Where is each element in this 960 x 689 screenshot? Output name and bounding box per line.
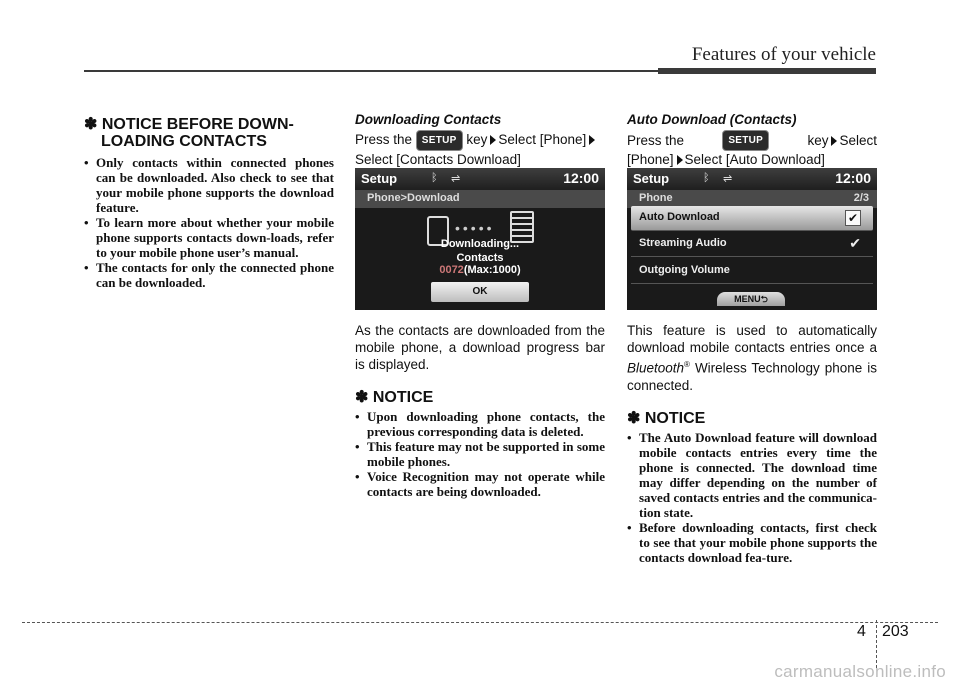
list-item: • The contacts for only the connected phone can be downloaded. — [84, 260, 334, 290]
bluetooth-icon: ᛒ — [703, 172, 710, 184]
usb-icon: ⇌ — [451, 173, 461, 185]
instruction: Press the SETUP key Select [Phone] Select [Contacts Download] — [355, 130, 605, 168]
notice-heading: ✽ NOTICE BEFORE DOWN- LOADING CONTACTS — [84, 116, 294, 150]
arrow-right-icon — [490, 135, 496, 145]
progress-dots-icon: ••••• — [455, 220, 495, 236]
check-icon[interactable]: ✔ — [849, 235, 861, 251]
screen-title: Setup — [633, 171, 670, 186]
notice-list — [84, 155, 334, 290]
screen-title: Setup — [361, 171, 398, 186]
menu-row-outgoing-volume[interactable]: Outgoing Volume — [631, 259, 873, 284]
list-item: • Before downloading contacts, first check to see that your mobile phone supports the contacts download fea-ture. — [627, 520, 877, 565]
column-downloading-contacts — [355, 112, 605, 168]
screen-time: 12:00 — [835, 170, 871, 186]
download-count: 0072(Max:1000) — [439, 264, 521, 276]
list-item: • Upon downloading phone contacts, the previous corresponding data is deleted. — [355, 409, 605, 439]
header-rule-accent — [658, 68, 876, 74]
section-number: 4 — [857, 623, 866, 640]
download-status: Downloading... — [440, 238, 520, 250]
arrow-right-icon — [589, 135, 595, 145]
notice-list — [627, 430, 877, 565]
arrow-right-icon — [677, 155, 683, 165]
menu-button[interactable]: MENU⮌ — [717, 292, 785, 306]
menu-row-streaming-audio[interactable]: Streaming Audio ✔ — [631, 232, 873, 257]
notice-list — [355, 409, 605, 499]
menu-row-auto-download[interactable]: Auto Download ✔ — [631, 206, 873, 231]
subheading: Downloading Contacts — [355, 112, 502, 127]
download-screen — [355, 168, 605, 310]
arrow-right-icon — [831, 136, 837, 146]
footer-rule — [22, 622, 938, 623]
subheading: Auto Download (Contacts) — [627, 112, 797, 127]
paragraph: As the contacts are downloaded from the mobile phone, a download progress bar is displayed. — [355, 323, 605, 372]
column-notice-before — [84, 116, 334, 290]
list-item: • Voice Recognition may not operate while contacts are being downloaded. — [355, 469, 605, 499]
setup-key-icon: SETUP — [722, 130, 769, 151]
screen-time: 12:00 — [563, 170, 599, 186]
bluetooth-icon: ᛒ — [431, 172, 438, 184]
screen-path: Phone — [639, 192, 673, 204]
column-auto-download-text — [627, 322, 877, 565]
setup-key-icon: SETUP — [416, 130, 463, 151]
watermark: carmanualsonline.info — [774, 662, 946, 681]
footer-divider — [876, 620, 877, 668]
asterisk-icon: ✽ — [627, 409, 641, 427]
notice-heading: ✽ NOTICE — [355, 389, 434, 406]
list-item: • This feature may not be supported in some mobile phones. — [355, 439, 605, 469]
instruction: Press the SETUP key Select [Phone] Select [Auto Download] — [627, 130, 877, 168]
column-auto-download — [627, 112, 877, 168]
ok-button[interactable]: OK — [431, 282, 529, 302]
list-item: • To learn more about whether your mobile phone supports contacts down-loads, refer to your mobile phone user’s manual. — [84, 215, 334, 260]
asterisk-icon: ✽ — [355, 389, 369, 406]
notice-heading: ✽ NOTICE — [627, 409, 706, 427]
page-number: 203 — [882, 623, 909, 640]
checkbox-checked-icon[interactable]: ✔ — [845, 210, 861, 226]
list-item: • Only contacts within connected phones can be downloaded. Also check to see that your mobile phone supports the download feature. — [84, 155, 334, 215]
list-item: • The Auto Download feature will download mobile contacts entries every time the phone is connected. The download time may differ depending on the number of saved contacts entries and the communica-tion state. — [627, 430, 877, 520]
section-title: Features of your vehicle — [691, 44, 876, 65]
screen-path: Phone>Download — [367, 192, 460, 204]
screen-page: 2/3 — [853, 192, 869, 204]
column-downloading-text — [355, 322, 605, 499]
asterisk-icon: ✽ — [84, 116, 98, 133]
paragraph: This feature is used to automatically download mobile contacts entries once a Bluetooth® Wireless Technology phone is connected. — [627, 323, 877, 393]
usb-icon: ⇌ — [723, 173, 733, 185]
auto-download-screen — [627, 168, 877, 310]
download-target: Contacts — [456, 252, 504, 264]
